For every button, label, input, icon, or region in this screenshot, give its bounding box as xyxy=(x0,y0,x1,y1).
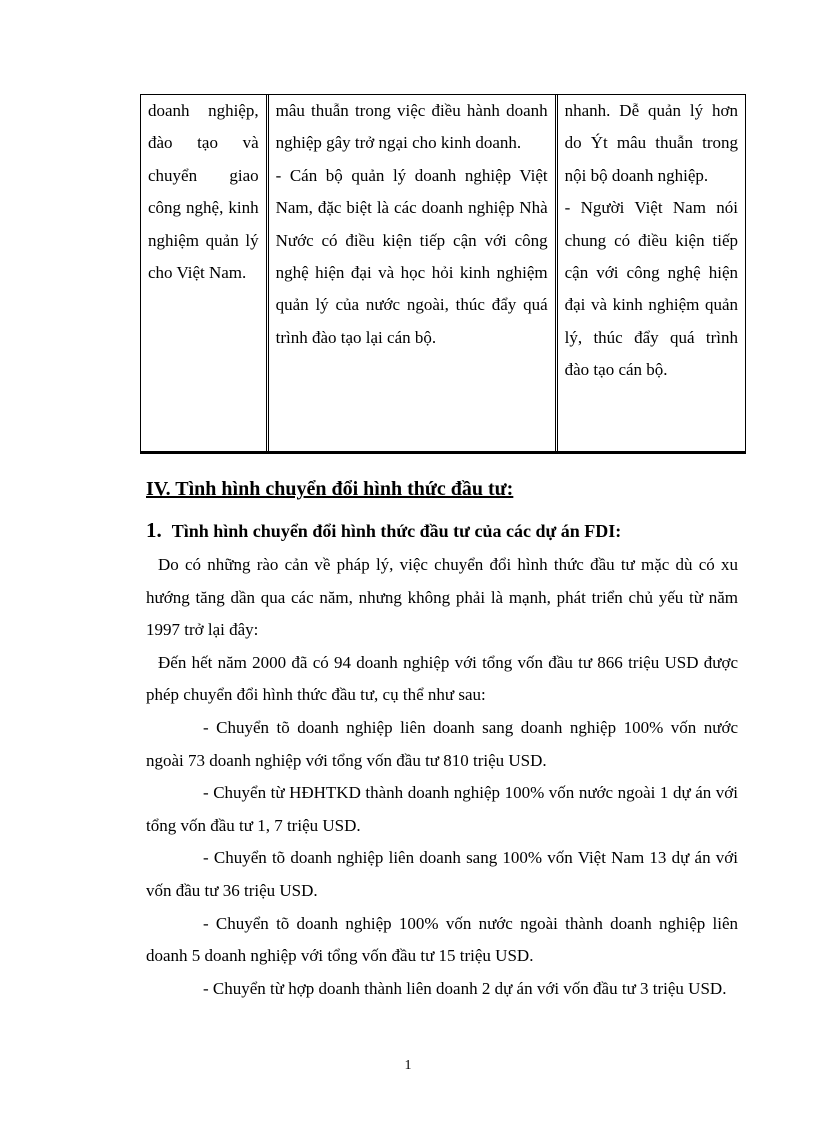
table-cell-text: - Cán bộ quản lý doanh nghiệp Việt Nam, đặc biệt là các doanh nghiệp Nhà Nước có điều kiện tiếp cận với công nghệ hiện đại và học hỏi kinh nghiệm quản lý của nước ngoài, thúc đẩy quá trình đào tạo lại cán bộ. xyxy=(275,165,548,347)
list-item: - Chuyển từ HĐHTKD thành doanh nghiệp 100% vốn nước ngoài 1 dự án với tổng vốn đầu tư 1, 7 triệu USD. xyxy=(146,783,738,835)
body-text xyxy=(146,549,738,1005)
section-heading: IV. Tình hình chuyển đổi hình thức đầu tư: xyxy=(146,478,514,500)
table-cell-col3 xyxy=(555,95,745,451)
subsection-number: 1. xyxy=(146,518,162,542)
list-item: - Chuyển tõ doanh nghiệp 100% vốn nước ngoài thành doanh nghiệp liên doanh 5 doanh nghiệp với tổng vốn đầu tư 15 triệu USD. xyxy=(146,913,738,966)
table-cell-text: - Người Việt Nam nói chung có điều kiện tiếp cận với công nghệ hiện đại và kinh nghiệm quản lý, thúc đẩy quá trình đào tạo cán bộ. xyxy=(564,198,738,380)
subsection-heading xyxy=(146,518,621,543)
table-cell-col2 xyxy=(266,95,555,451)
page-number: 1 xyxy=(404,1058,412,1073)
list-item: - Chuyển từ hợp doanh thành liên doanh 2 dự án với vốn đầu tư 3 triệu USD. xyxy=(203,978,727,998)
table-cell-text: doanh nghiệp, đào tạo và chuyển giao công nghệ, kinh nghiệm quản lý cho Việt Nam. xyxy=(148,101,259,283)
paragraph: Do có những rào cản về pháp lý, việc chuyển đổi hình thức đầu tư mặc dù có xu hướng tăng dần qua các năm, nhưng không phải là mạnh, phát triển chủ yếu từ năm 1997 trở lại đây: xyxy=(146,555,738,640)
list-item: - Chuyển tõ doanh nghiệp liên doanh sang 100% vốn Việt Nam 13 dự án với vốn đầu tư 36 triệu USD. xyxy=(146,848,738,900)
table-cell-col1 xyxy=(141,95,266,451)
subsection-title: Tình hình chuyển đổi hình thức đầu tư của các dự án FDI: xyxy=(171,521,622,541)
paragraph: Đến hết năm 2000 đã có 94 doanh nghiệp với tổng vốn đầu tư 866 triệu USD được phép chuyển đổi hình thức đầu tư, cụ thể như sau: xyxy=(146,652,738,705)
list-item: - Chuyển tõ doanh nghiệp liên doanh sang doanh nghiệp 100% vốn nước ngoài 73 doanh nghiệp với tổng vốn đầu tư 810 triệu USD. xyxy=(146,717,738,770)
comparison-table-continuation xyxy=(140,94,746,454)
table-cell-text: nhanh. Dễ quản lý hơn do Ýt mâu thuẫn trong nội bộ doanh nghiệp. xyxy=(564,101,738,185)
table-cell-text: mâu thuẫn trong việc điều hành doanh nghiệp gây trở ngại cho kinh doanh. xyxy=(275,101,548,153)
